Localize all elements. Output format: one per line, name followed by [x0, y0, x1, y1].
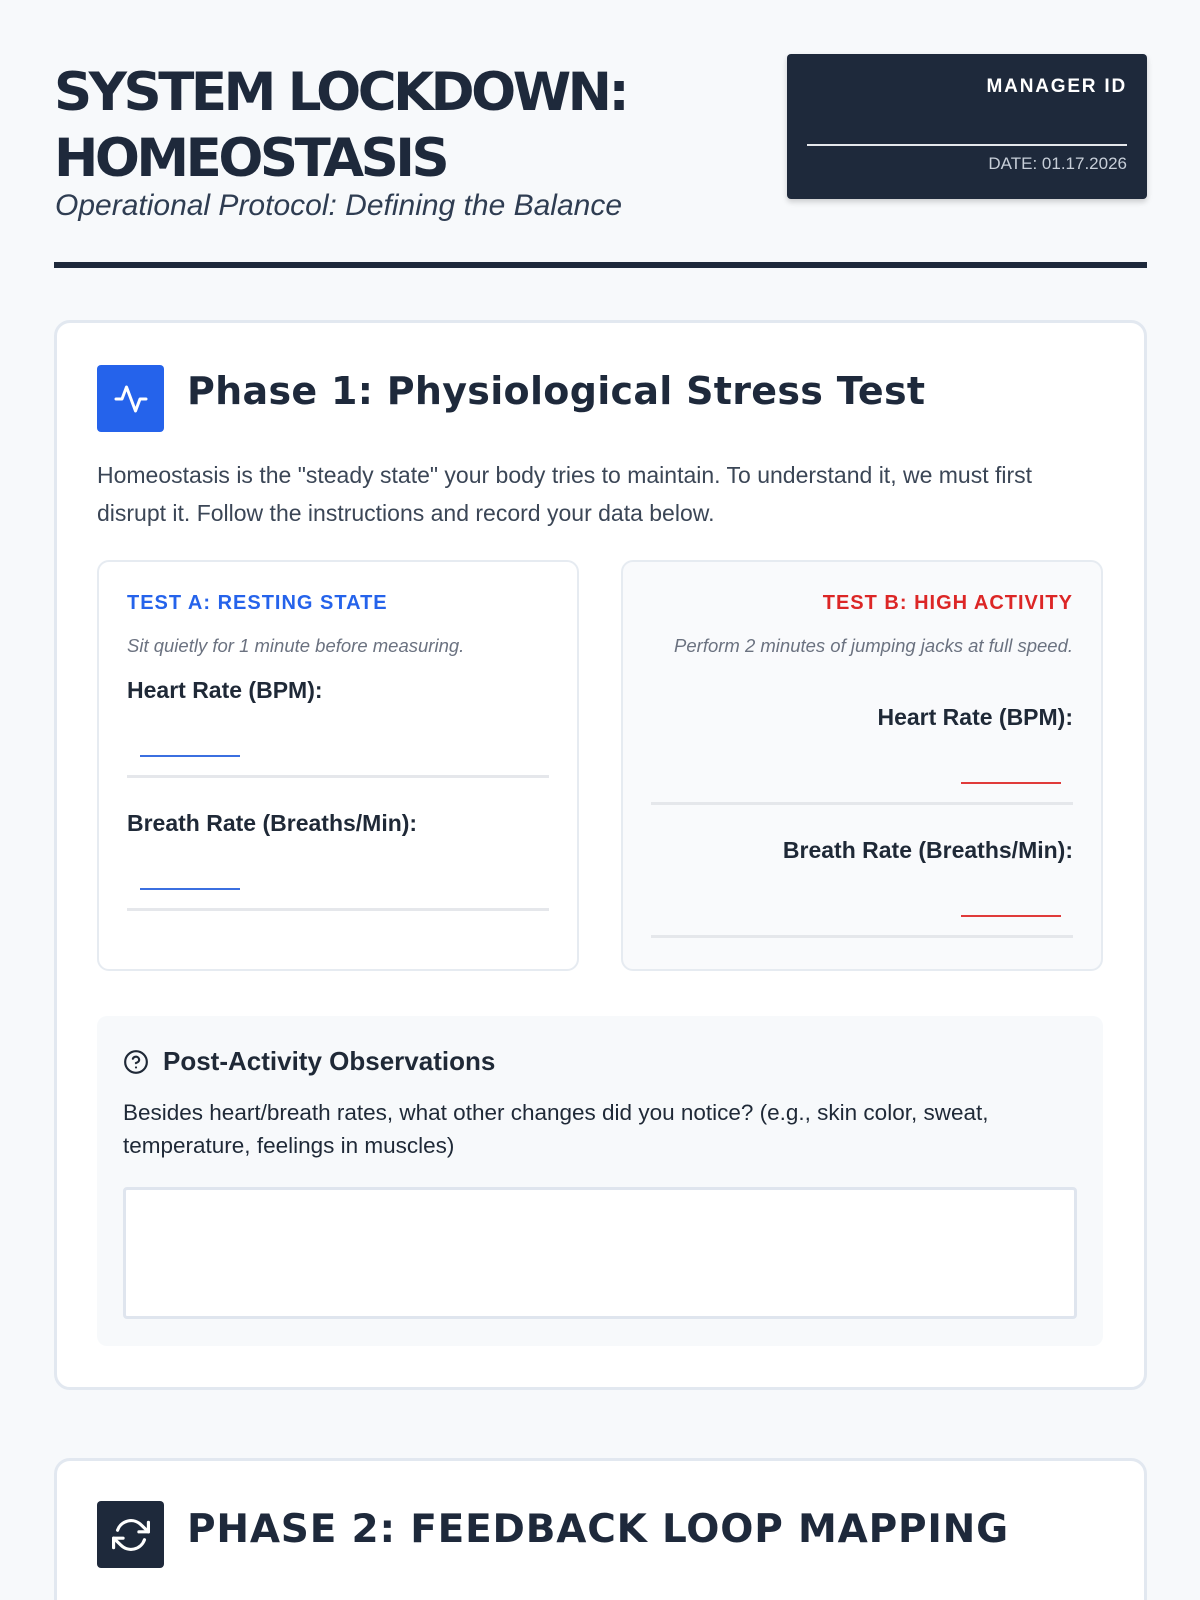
test-a-heart-rate-input[interactable]: [140, 755, 240, 757]
activity-pulse-icon: [97, 365, 164, 432]
help-circle-icon: [123, 1049, 149, 1080]
manager-id-box: [787, 54, 1147, 199]
divider: [651, 935, 1073, 938]
test-b-label: TEST B: HIGH ACTIVITY: [822, 592, 1073, 614]
test-a-breath-rate-label: Breath Rate (Breaths/Min):: [127, 810, 418, 836]
observations-prompt: Besides heart/breath rates, what other changes did you notice? (e.g., skin color, sweat, temperature, feelings in muscles): [123, 1100, 989, 1158]
test-a-panel: [97, 560, 579, 971]
test-b-instruction: Perform 2 minutes of jumping jacks at full speed.: [674, 635, 1073, 656]
observations-textarea[interactable]: [123, 1187, 1077, 1319]
divider: [127, 908, 549, 911]
observations-panel: [97, 1016, 1103, 1346]
phase-2-title: PHASE 2: FEEDBACK LOOP MAPPING: [187, 1507, 1009, 1552]
page-title: [54, 60, 774, 192]
divider: [127, 775, 549, 778]
test-b-breath-rate-input[interactable]: [961, 915, 1061, 917]
title-line-1: SYSTEM LOCKDOWN:: [54, 62, 627, 123]
test-b-panel: [621, 560, 1103, 971]
title-line-2: HOMEOSTASIS: [54, 128, 447, 189]
manager-id-field[interactable]: [807, 144, 1127, 146]
phase-1-card: [54, 320, 1147, 1390]
date-label: DATE: 01.17.2026: [988, 154, 1127, 173]
test-a-label: TEST A: RESTING STATE: [127, 592, 388, 614]
phase-1-intro: Homeostasis is the "steady state" your body tries to maintain. To understand it, we must first disrupt it. Follow the instructions and record your data below.: [97, 462, 1033, 526]
divider: [651, 802, 1073, 805]
phase-2-card: [54, 1458, 1147, 1600]
page-subtitle: Operational Protocol: Defining the Balance: [55, 189, 623, 222]
phase-1-title: Phase 1: Physiological Stress Test: [187, 369, 926, 413]
test-a-heart-rate-label: Heart Rate (BPM):: [127, 677, 323, 703]
observations-title: Post-Activity Observations: [163, 1046, 496, 1076]
test-b-heart-rate-label: Heart Rate (BPM):: [877, 704, 1073, 730]
test-b-breath-rate-label: Breath Rate (Breaths/Min):: [782, 837, 1073, 863]
test-a-instruction: Sit quietly for 1 minute before measuring.: [127, 635, 465, 656]
refresh-cycle-icon: [97, 1501, 164, 1568]
manager-id-label: MANAGER ID: [986, 76, 1127, 97]
page-header: [54, 56, 1147, 268]
test-b-heart-rate-input[interactable]: [961, 782, 1061, 784]
test-a-breath-rate-input[interactable]: [140, 888, 240, 890]
